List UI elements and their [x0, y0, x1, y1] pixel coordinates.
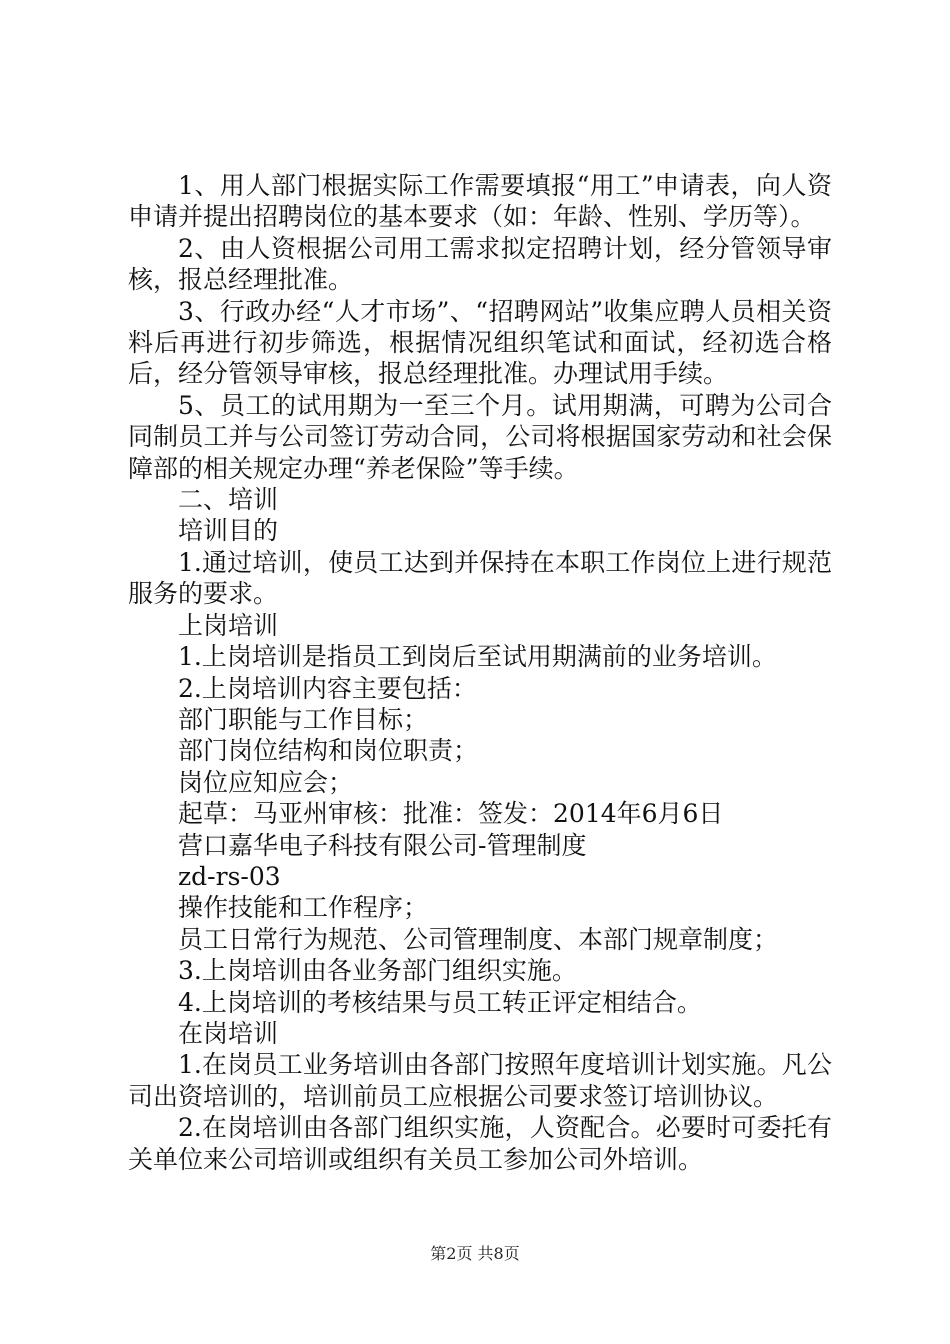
section-heading-training: 二、培训	[178, 485, 279, 515]
document-body	[128, 170, 832, 1175]
paragraph-recruit-step-2: 2、由人资根据公司用工需求拟定招聘计划，经分管领导审核，报总经理批准。	[128, 233, 832, 295]
paragraph-recruit-step-1: 1、用人部门根据实际工作需要填报“用工”申请表，向人资申请并提出招聘岗位的基本要求（如：年龄、性别、学历等）。	[128, 171, 832, 232]
approval-line: 起草：马亚州审核：批准：签发：2014年6月6日	[178, 799, 724, 829]
list-item-position-knowledge: 岗位应知应会；	[178, 767, 354, 797]
list-item-position-structure: 部门岗位结构和岗位职责；	[178, 736, 479, 766]
paragraph-onboarding-1: 1.上岗培训是指员工到岗后至试用期满前的业务培训。	[178, 642, 777, 672]
paragraph-onboarding-2: 2.上岗培训内容主要包括：	[178, 673, 477, 703]
list-item-department-functions: 部门职能与工作目标；	[178, 704, 429, 734]
page-number-label: 第2页 共8页	[430, 1244, 520, 1263]
paragraph-onboarding-4: 4.上岗培训的考核结果与员工转正评定相结合。	[178, 987, 702, 1017]
subheading-training-purpose: 培训目的	[178, 516, 279, 546]
subheading-on-job-training: 在岗培训	[178, 1018, 279, 1048]
document-code: zd-rs-03	[178, 861, 281, 891]
paragraph-recruit-step-5: 5、员工的试用期为一至三个月。试用期满，可聘为公司合同制员工并与公司签订劳动合同，公司将根据国家劳动和社会保障部的相关规定办理“养老保险”等手续。	[128, 390, 832, 483]
company-header-line: 营口嘉华电子科技有限公司-管理制度	[178, 830, 587, 860]
paragraph-on-job-2: 2.在岗培训由各部门组织实施，人资配合。必要时可委托有关单位来公司培训或组织有关员工参加公司外培训。	[128, 1113, 832, 1174]
paragraph-purpose-1: 1.通过培训，使员工达到并保持在本职工作岗位上进行规范服务的要求。	[128, 547, 832, 609]
page-footer	[0, 1244, 950, 1264]
paragraph-onboarding-3: 3.上岗培训由各业务部门组织实施。	[178, 956, 577, 986]
paragraph-on-job-1: 1.在岗员工业务培训由各部门按照年度培训计划实施。凡公司出资培训的，培训前员工应根据公司要求签订培训协议。	[128, 1050, 832, 1111]
list-item-conduct-rules: 员工日常行为规范、公司管理制度、本部门规章制度；	[178, 924, 779, 954]
list-item-operation-skills: 操作技能和工作程序；	[178, 893, 429, 923]
paragraph-recruit-step-3: 3、行政办经“人才市场”、“招聘网站”收集应聘人员相关资料后再进行初步筛选，根据情况组织笔试和面试，经初选合格后，经分管领导审核，报总经理批准。办理试用手续。	[128, 296, 832, 389]
subheading-onboarding-training: 上岗培训	[178, 610, 279, 640]
